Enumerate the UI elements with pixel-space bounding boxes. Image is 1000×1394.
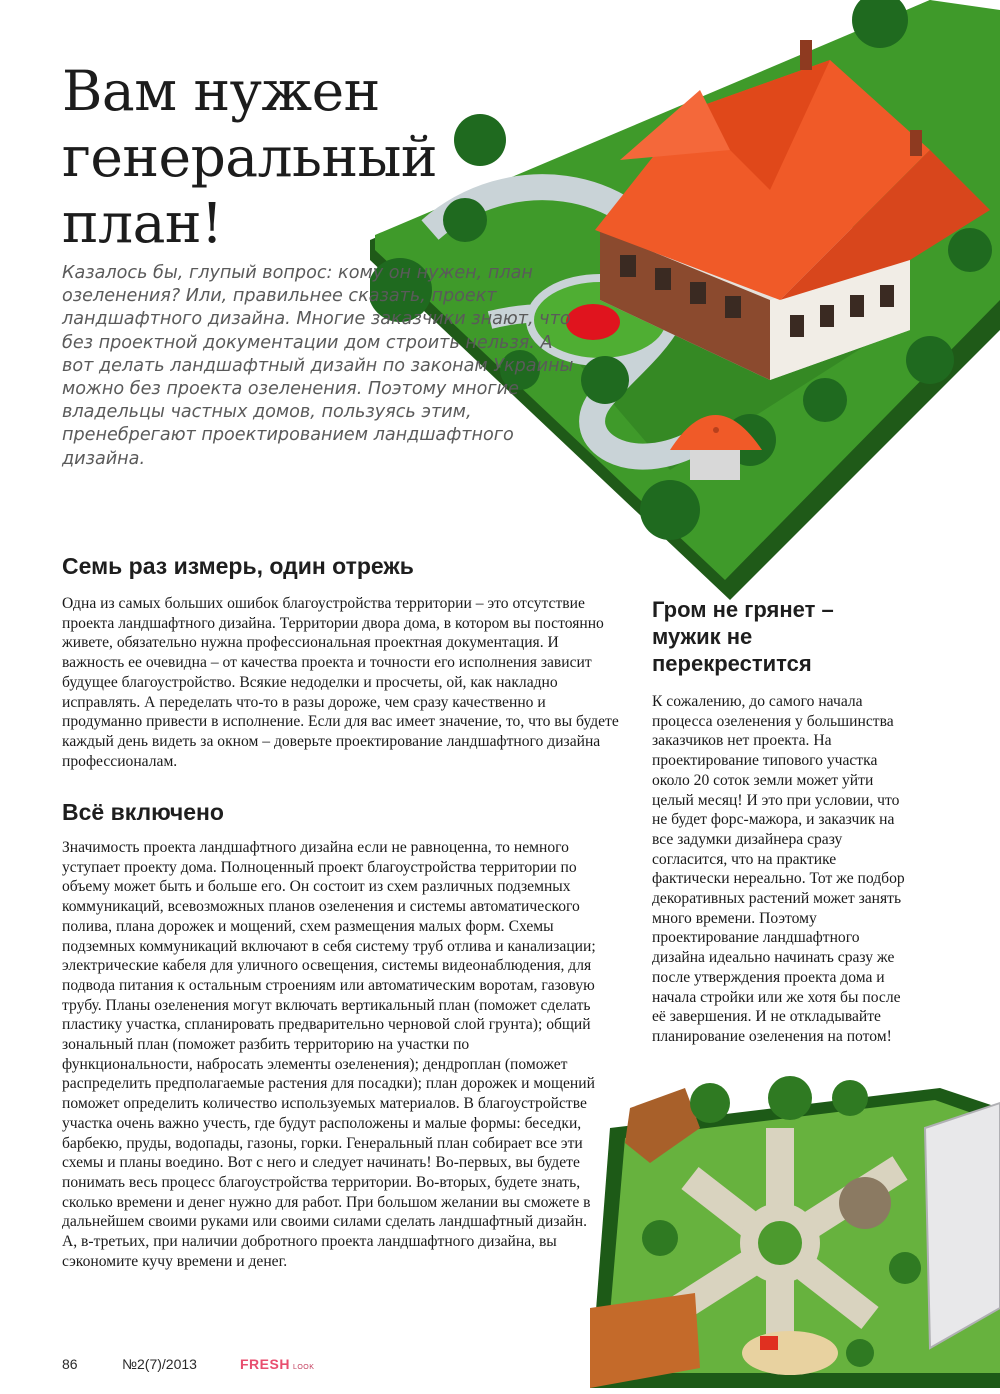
article-lead: Казалось бы, глупый вопрос: кому он нужен, план озеленения? Или, правильнее сказать, проект ландшафтного дизайна. Многие заказчики знают, что без проектной документации дом строить нельзя. А вот делать ландшафтный дизайн по законам Украины можно без проекта озеленения. Поэтому многие владельцы частных домов, пользуясь этим, пренебрегают проектированием ландшафтного дизайна.: [62, 263, 574, 469]
page-number: 86: [62, 1356, 78, 1372]
brand-name: FRESH: [240, 1356, 290, 1372]
magazine-brand: [240, 1356, 314, 1372]
playground: [742, 1331, 838, 1375]
house-corner: [925, 1103, 1000, 1348]
brand-sub: LOOK: [292, 1364, 315, 1371]
garden-plan-illustration: [570, 1068, 1000, 1388]
section2-heading: Всё включено: [62, 799, 224, 825]
section2-body: Значимость проекта ландшафтного дизайна если не равноценна, то немного уступает проекту дома. Полноценный проект благоустройства территории по объему может быть и больше его. Он состоит из схем различных подземных коммуникаций, всевозможных планов озеленения и системы автоматического полива, плана дорожек и мощений, схем размещения малых форм. Схемы подземных коммуникаций включают в себя систему труб отлива и канализации; электрические кабеля для уличного освещения, системы видеонаблюдения, для подвода питания к остальным строениям или автоматическим воротам, газовую трубу. Планы озеленения могут включать вертикальный план (поможет сделать пластику участка, спланировать предварительно черновой слой грунта); общий зональный план (поможет разбить территорию на участки по функциональности, набросать элементы озеленения); дендроплан (поможет распределить предполагаемые растения для посадки); план дорожек и мощений поможет определить количество используемых материалов. В благоустройстве участка очень важно учесть, где будут расположены и малые формы: беседки, барбекю, пруды, водопады, газоны, горки. Генеральный план собирает все эти схемы и планы воедино. Вот с него и следует начинать! Во-первых, вы будете понимать весь процесс благоустройства территории. Во-вторых, будете знать, сколько времени и денег нужно для работ. При большом желании вы сможете в дальнейшем своими руками или своими силами сделать ландшафтный дизайн. А, в-третьих, при наличии добротного проекта ландшафтного дизайна, вы сэкономите кучу времени и денег.: [62, 839, 596, 1270]
article-title: Вам нужен генеральный план!: [62, 59, 438, 255]
section3-body: К сожалению, до самого начала процесса озеленения у большинства заказчиков нет проекта. На проектирование типового участка около 20 соток земли может уйти целый месяц! И это при условии, что не будет форс-мажора, и заказчик на все задумки дизайнера сразу согласится, что на практике фактически нереально. Тот же подбор декоративных растений может занять много времени. Поэтому проектирование ландшафтного дизайна идеально начинать сразу же после утверждения проекта дома и начала стройки или же хотя бы после её завершения. И не откладывайте планирование озеленения на потом!: [652, 693, 905, 1045]
section1-body: Одна из самых больших ошибок благоустройства территории – это отсутствие проекта ландшафтного дизайна. Территории двора дома, в котором вы постоянно живете, обязательно нужна профессиональная проектная документация. И важность ее очевидна – от качества проекта и точности его исполнения зависит будущее благоустройство. Всякие недоделки и просчеты, ой, как накладно исправлять. А переделать что-то в разы дороже, чем сразу качественно и продуманно привести в исполнение. Если для вас имеет значение, то, что вы будете каждый день видеть за окном – доверьте проектирование ландшафтного дизайна профессионалам.: [62, 595, 619, 770]
barbecue-area: [839, 1177, 891, 1229]
section1-heading: Семь раз измерь, один отрежь: [62, 553, 414, 579]
section3-heading: Гром не грянет – мужик не перекрестится: [652, 597, 834, 676]
issue-number: №2(7)/2013: [122, 1356, 197, 1372]
